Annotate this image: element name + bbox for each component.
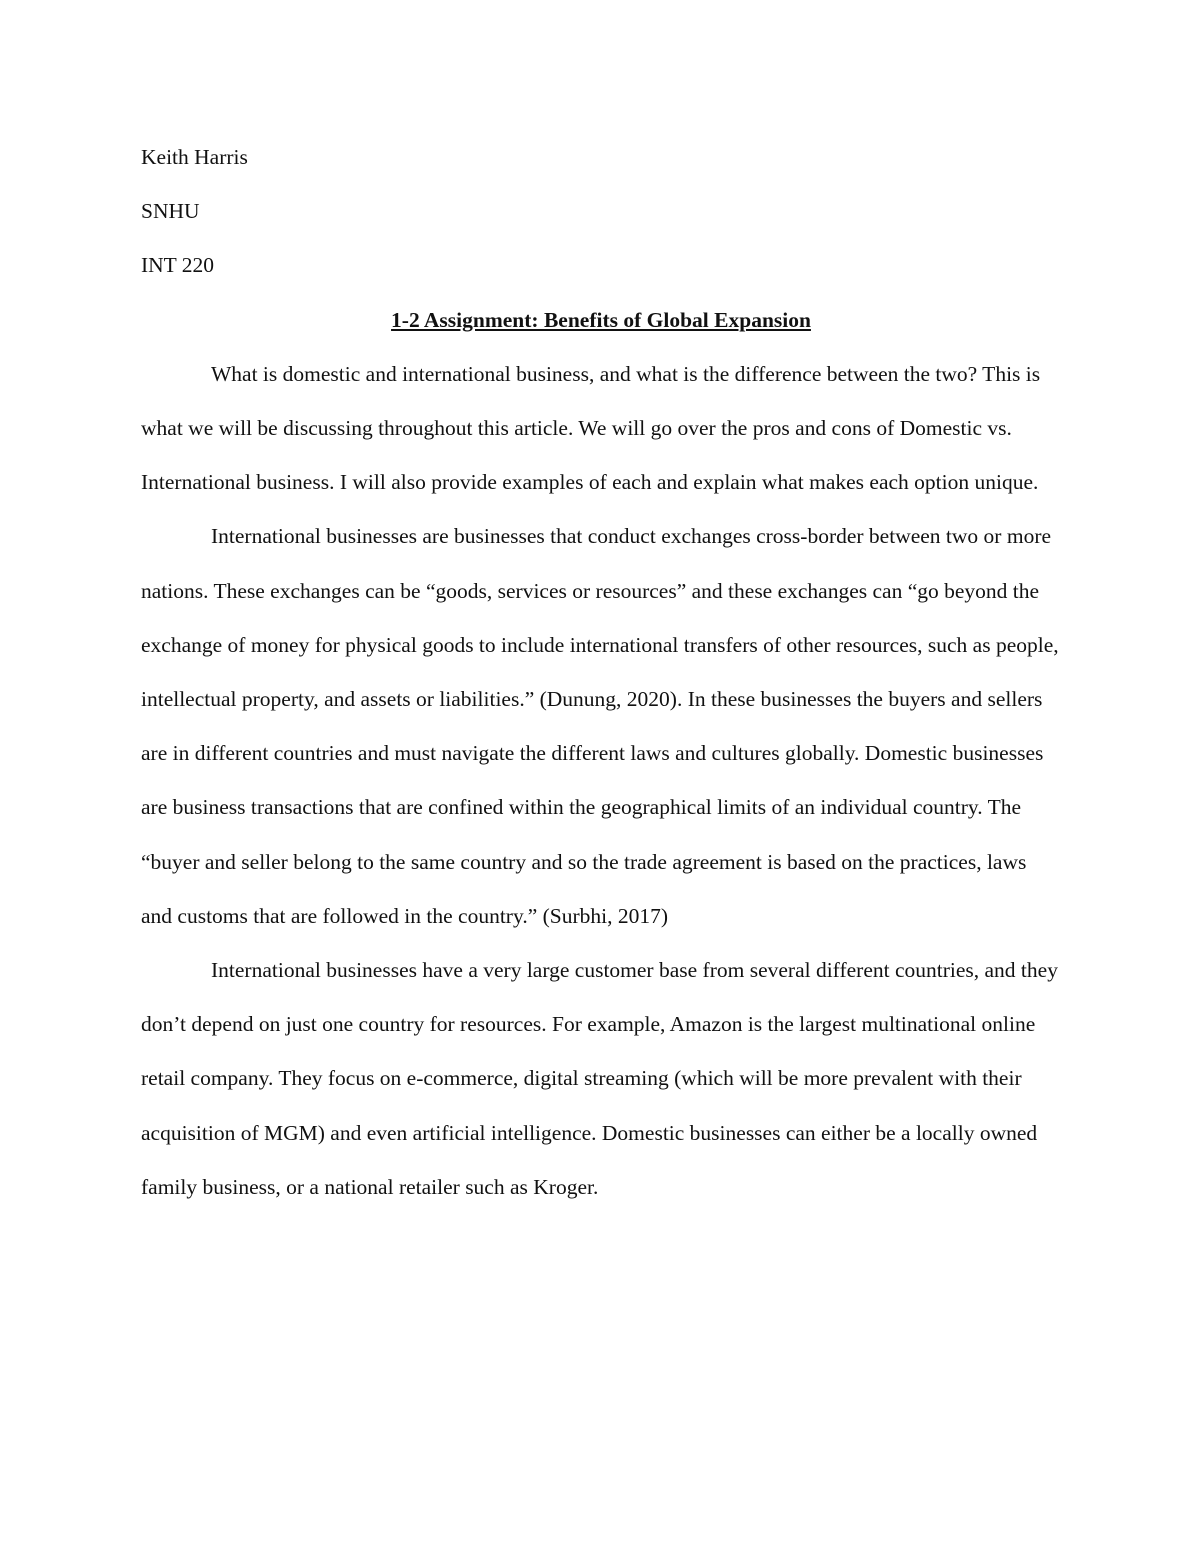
author-name: Keith Harris xyxy=(141,145,248,169)
document-title: 1-2 Assignment: Benefits of Global Expansion xyxy=(391,307,811,332)
institution-name: SNHU xyxy=(141,199,200,224)
document-body xyxy=(141,130,1061,1214)
paragraph-intro: What is domestic and international business, and what is the difference between the two? This is what we will be discussing throughout this article. We will go over the pros and cons of Domestic vs. International business. I will also provide examples of each and explain what makes each option unique. xyxy=(141,361,1041,495)
paragraph-definitions: International businesses are businesses that conduct exchanges cross-border between two or more nations. These exchanges can be “goods, services or resources” and these exchanges can “go beyond the exchange of money for physical goods to include international transfers of other resources, such as people, intellectual property, and assets or liabilities.” (Dunung, 2020). In these businesses the buyers and sellers are in different countries and must navigate the different laws and cultures globally. Domestic businesses are business transactions that are confined within the geographical limits of an individual country. The “buyer and seller belong to the same country and so the trade agreement is based on the practices, laws and customs that are followed in the country.” (Surbhi, 2017) xyxy=(141,524,1059,928)
paragraph-examples: International businesses have a very large customer base from several different countries, and they don’t depend on just one country for resources. For example, Amazon is the largest multinational online retail company. They focus on e-commerce, digital streaming (which will be more prevalent with their acquisition of MGM) and even artificial intelligence. Domestic businesses can either be a locally owned family business, or a national retailer such as Kroger. xyxy=(141,958,1058,1199)
course-code: INT 220 xyxy=(141,253,215,278)
